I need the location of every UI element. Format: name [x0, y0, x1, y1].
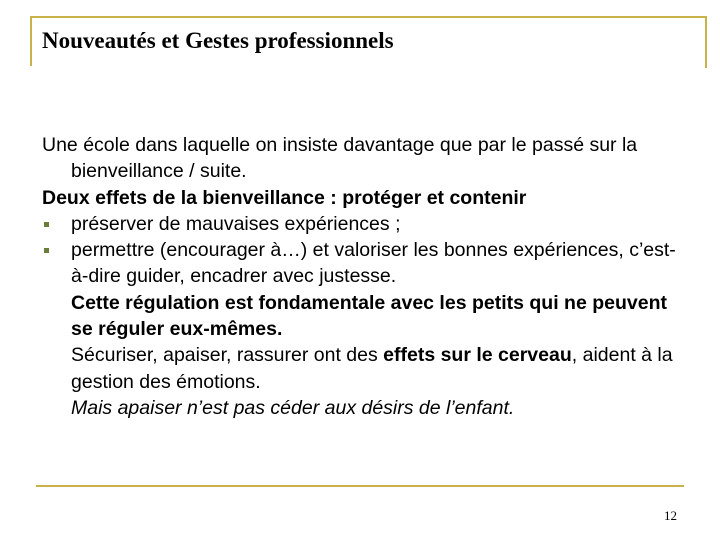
square-bullet-icon [44, 222, 49, 227]
paragraph-ecole: Une école dans laquelle on insiste davantage que par le passé sur la bienveillance / suite. [42, 134, 638, 183]
bullet-text-permettre: permettre (encourager à…) et valoriser les bonnes expériences, c’est-à-dire guider, encadrer avec justesse. [71, 239, 676, 288]
paragraph-effets: Deux effets de la bienveillance : protéger et contenir [42, 186, 527, 209]
square-bullet-icon [44, 248, 49, 253]
title-frame-left-line [30, 16, 32, 66]
paragraph-securiser [42, 342, 692, 395]
slide-body [42, 132, 692, 421]
bullet-text-preserver: préserver de mauvaises expériences ; [71, 212, 401, 235]
paragraph-mais: Mais apaiser n’est pas céder aux désirs de l’enfant. [71, 396, 515, 419]
bullet-item-permettre [42, 237, 692, 290]
bullet-item-preserver [42, 211, 692, 237]
title-frame-right-line [705, 16, 707, 68]
title-frame-top-line [30, 16, 707, 18]
securiser-text-end: , aident à la gestion des émotions. [71, 344, 673, 393]
securiser-text-bold: effets sur le cerveau [383, 344, 572, 367]
page-number: 12 [664, 508, 677, 523]
footer-divider [36, 485, 684, 487]
paragraph-regulation: Cette régulation est fondamentale avec les petits qui ne peuvent se réguler eux-mêmes. [71, 291, 667, 341]
securiser-text-start: Sécuriser, apaiser, rassurer ont des [71, 344, 384, 367]
slide-title: Nouveautés et Gestes professionnels [42, 28, 394, 53]
